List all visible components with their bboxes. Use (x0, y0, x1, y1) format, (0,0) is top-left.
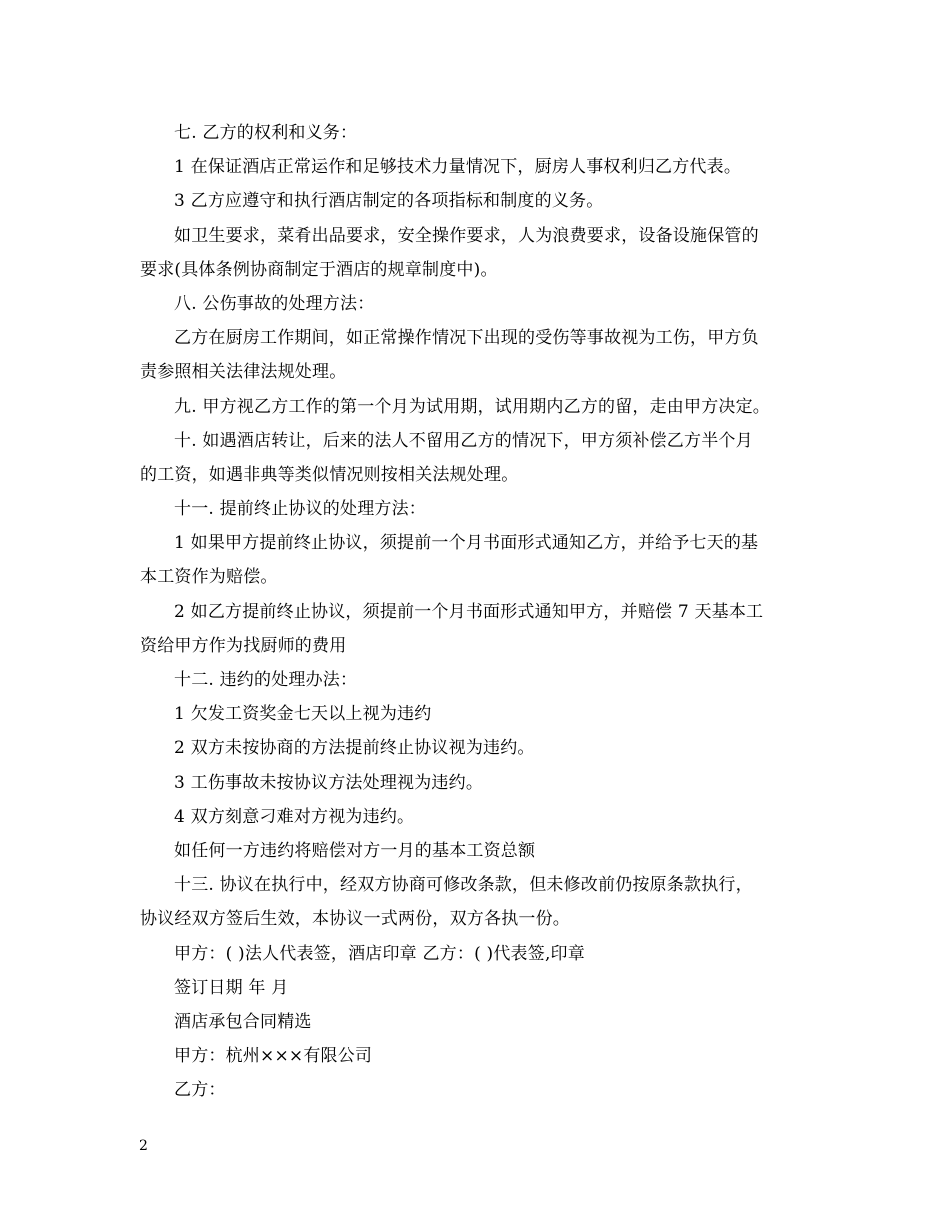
text-line: 4 双方刻意刁难对方视为违约。 (174, 806, 415, 827)
text-line: 1 欠发工资奖金七天以上视为违约 (174, 704, 432, 725)
text-line: 要求(具体条例协商制定于酒店的规章制度中)。 (140, 259, 498, 280)
text-line: 签订日期 年 月 (174, 977, 289, 998)
text-line: 如任何一方违约将赔偿对方一月的基本工资总额 (174, 840, 536, 861)
text-line: 协议经双方签后生效，本协议一式两份，双方各执一份。 (140, 909, 570, 930)
text-line: 十. 如遇酒店转让，后来的法人不留用乙方的情况下，甲方须补偿乙方半个月 (174, 430, 753, 451)
text-line: 1 如果甲方提前终止协议，须提前一个月书面形式通知乙方，并给予七天的基 (174, 533, 759, 554)
text-line: 3 工伤事故未按协议方法处理视为违约。 (174, 772, 484, 793)
text-line: 资给甲方作为找厨师的费用 (140, 635, 347, 656)
text-line: 十一. 提前终止协议的处理方法： (174, 499, 427, 520)
text-line: 2 如乙方提前终止协议，须提前一个月书面形式通知甲方，并赔偿 7 天基本工 (174, 601, 764, 622)
text-line: 九. 甲方视乙方工作的第一个月为试用期，试用期内乙方的留，走由甲方决定。 (174, 396, 771, 417)
text-line: 本工资作为赔偿。 (140, 567, 278, 588)
text-line: 的工资，如遇非典等类似情况则按相关法规处理。 (140, 464, 519, 485)
text-line: 乙方： (174, 1080, 226, 1101)
text-line: 八. 公伤事故的处理方法： (174, 293, 375, 314)
text-line: 乙方在厨房工作期间，如正常操作情况下出现的受伤等事故视为工伤，甲方负 (174, 328, 759, 349)
page-number: 2 (139, 1138, 148, 1154)
text-line: 1 在保证酒店正常运作和足够技术力量情况下，厨房人事权利归乙方代表。 (174, 157, 742, 178)
text-line: 十三. 协议在执行中，经双方协商可修改条款，但未修改前仍按原条款执行， (174, 875, 753, 896)
text-line: 3 乙方应遵守和执行酒店制定的各项指标和制度的义务。 (174, 191, 604, 212)
text-line: 责参照相关法律法规处理。 (140, 362, 347, 383)
text-line: 2 双方未按协商的方法提前终止协议视为违约。 (174, 738, 535, 759)
text-line: 甲方：( )法人代表签，酒店印章 乙方：( )代表签,印章 (174, 943, 585, 964)
text-line: 如卫生要求，菜肴出品要求，安全操作要求，人为浪费要求，设备设施保管的 (174, 225, 759, 246)
document-body (140, 116, 820, 1107)
text-line: 七. 乙方的权利和义务： (174, 123, 358, 143)
text-line: 甲方：杭州×××有限公司 (174, 1046, 373, 1067)
text-line: 酒店承包合同精选 (174, 1011, 312, 1032)
text-line: 十二. 违约的处理办法： (174, 670, 358, 690)
